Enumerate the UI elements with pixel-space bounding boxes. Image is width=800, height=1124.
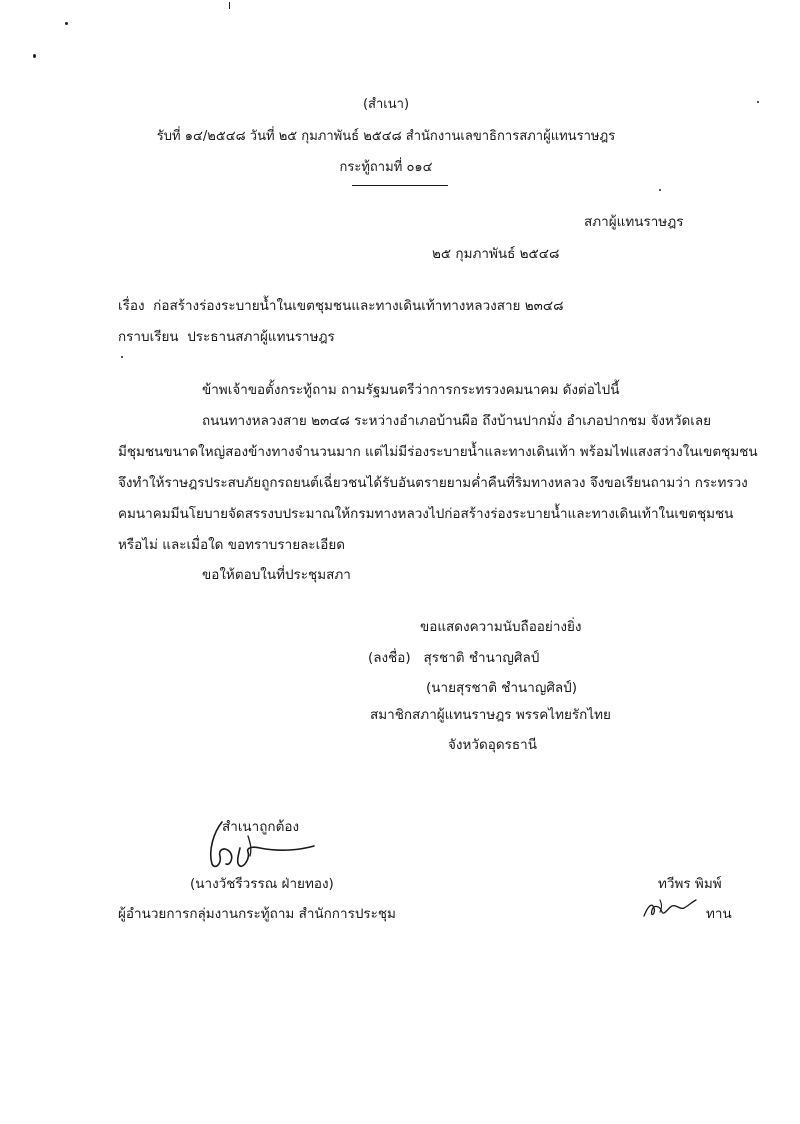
copy-label: (สำเนา) bbox=[362, 96, 410, 112]
body-line: หรือไม่ และเมื่อใด ขอทราบรายละเอียด bbox=[118, 537, 346, 553]
body-line: คมนาคมมีนโยบายจัดสรรงบประมาณให้กรมทางหลวงไปก่อสร้างร่องระบายน้ำและทางเดินเท้าในเขตชุมชน bbox=[118, 506, 734, 522]
received-line: รับที่ ๑๔/๒๕๔๘ วันที่ ๒๕ กุมภาพันธ์ ๒๕๔๘ สำนักงานเลขาธิการสภาผู้แทนราษฎร bbox=[156, 128, 616, 144]
check-label: ทาน bbox=[706, 906, 732, 922]
typist-name: ทวีพร พิมพ์ bbox=[658, 876, 722, 892]
printed-name: (นายสุรชาติ ชำนาญศิลป์) bbox=[426, 680, 578, 696]
scan-speck bbox=[121, 356, 123, 358]
body-line: จึงทำให้ราษฎรประสบภัยถูกรถยนต์เฉี่ยวชนได้รับอันตรายยามค่ำคืนที่ริมทางหลวง จึงขอเรียนถามว่า กระทรวง bbox=[118, 475, 748, 491]
subject-label: เรื่อง bbox=[118, 298, 145, 314]
recipient-text: ประธานสภาผู้แทนราษฎร bbox=[187, 329, 335, 345]
body-line: มีชุมชนขนาดใหญ่สองข้างทางจำนวนมาก แต่ไม่มีร่องระบายน้ำและทางเดินเท้า พร้อมไฟแสงสว่างในเขตชุมชน bbox=[118, 444, 758, 460]
body-intro: ข้าพเจ้าขอตั้งกระทู้ถาม ถามรัฐมนตรีว่าการกระทรวงคมนาคม ดังต่อไปนี้ bbox=[202, 382, 620, 398]
scan-speck bbox=[65, 22, 68, 25]
recipient-label: กราบเรียน bbox=[118, 329, 179, 345]
certified-copy-label: สำเนาถูกต้อง bbox=[222, 819, 300, 835]
closing-salutation: ขอแสดงความนับถืออย่างยิ่ง bbox=[420, 619, 582, 635]
subject-text: ก่อสร้างร่องระบายน้ำในเขตชุมชนและทางเดินเท้าทางหลวงสาย ๒๓๔๘ bbox=[153, 298, 564, 314]
recipient-line bbox=[118, 328, 335, 346]
checker-initials bbox=[640, 896, 700, 922]
subject-line bbox=[118, 297, 564, 315]
sender-office: สภาผู้แทนราษฎร bbox=[584, 214, 684, 230]
certifier-name: (นางวัชรีวรรณ ฝ่ายทอง) bbox=[190, 876, 334, 892]
member-province: จังหวัดอุดรธานี bbox=[448, 737, 537, 753]
question-number: กระทู้ถามที่ ๐๑๔ bbox=[339, 159, 433, 175]
certifier-title: ผู้อำนวยการกลุ่มงานกระทู้ถาม สำนักการประชุม bbox=[118, 906, 396, 922]
scan-speck bbox=[229, 2, 230, 9]
member-position: สมาชิกสภาผู้แทนราษฎร พรรคไทยรักไทย bbox=[370, 707, 611, 723]
certifier-signature bbox=[200, 812, 320, 872]
signature-line bbox=[368, 649, 539, 667]
answer-request: ขอให้ตอบในที่ประชุมสภา bbox=[202, 567, 351, 583]
signed-label: (ลงชื่อ) bbox=[368, 650, 411, 666]
scan-speck bbox=[33, 54, 36, 58]
signed-name: สุรชาติ ชำนาญศิลป์ bbox=[423, 650, 540, 666]
document-date: ๒๕ กุมภาพันธ์ ๒๕๔๘ bbox=[432, 246, 560, 262]
body-line: ถนนทางหลวงสาย ๒๓๔๘ ระหว่างอำเภอบ้านผือ ถึงบ้านปากมั่ง อำเภอปากชม จังหวัดเลย bbox=[202, 413, 712, 429]
header-divider bbox=[352, 185, 448, 186]
scan-speck bbox=[659, 189, 661, 191]
